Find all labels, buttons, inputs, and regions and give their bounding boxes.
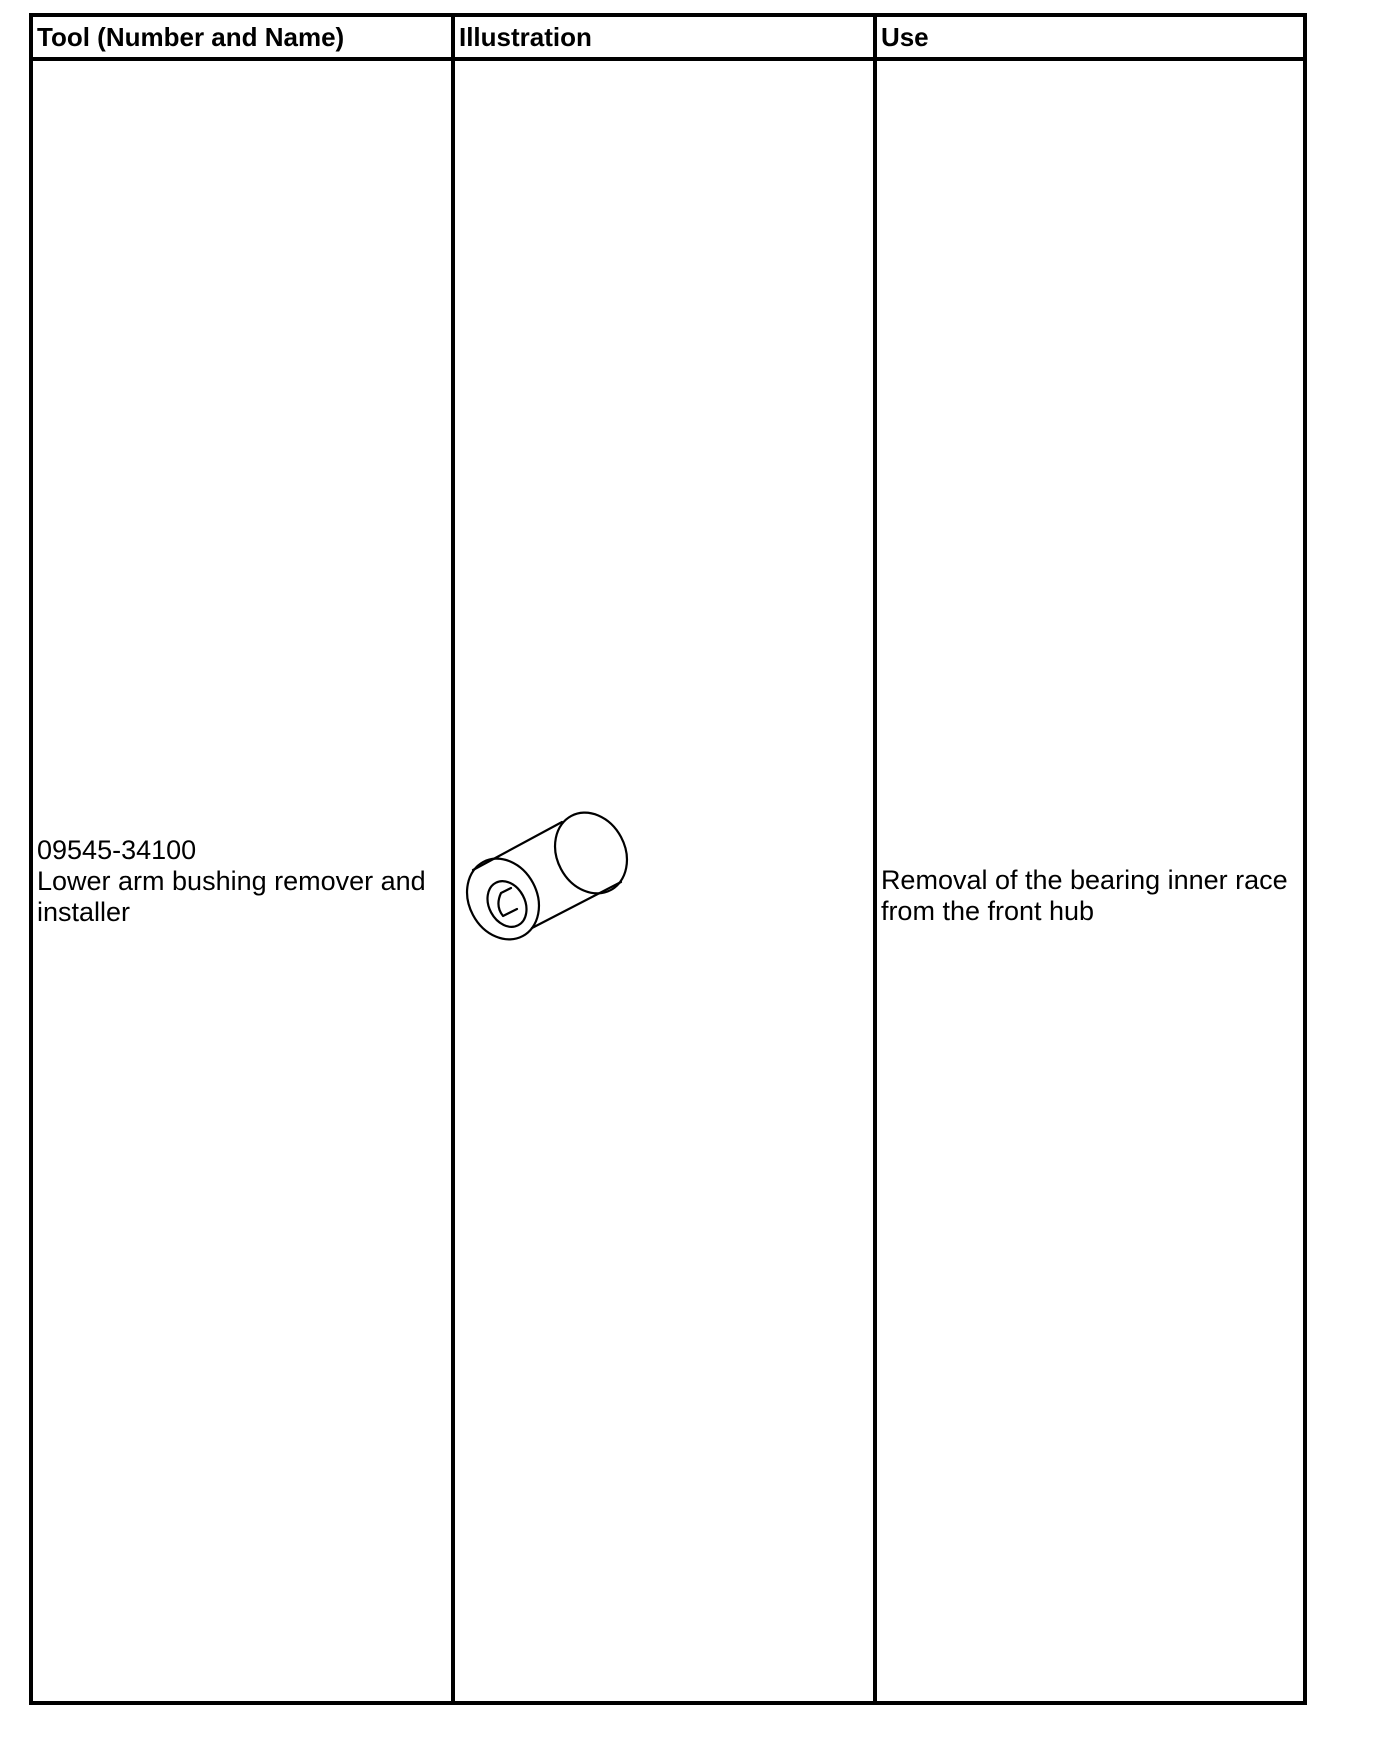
tool-cell: [31, 59, 453, 1703]
tool-name: Lower arm bushing remover and installer: [37, 865, 426, 927]
bushing-tool-icon: [459, 788, 659, 968]
header-illustration: Illustration: [453, 15, 875, 59]
tool-use: Removal of the bearing inner race from the front hub: [880, 865, 1288, 926]
table-row: [31, 59, 1305, 1703]
bushing-tool-illustration: [459, 788, 659, 968]
table-header-row: [31, 15, 1305, 59]
header-use: Use: [875, 15, 1305, 59]
special-tool-sheet: [29, 13, 1307, 1705]
header-tool: Tool (Number and Name): [31, 15, 453, 59]
tool-number: 09545-34100: [37, 834, 197, 865]
illustration-cell: [453, 59, 875, 1703]
use-cell: [875, 59, 1305, 1703]
special-tool-table: [29, 13, 1307, 1705]
